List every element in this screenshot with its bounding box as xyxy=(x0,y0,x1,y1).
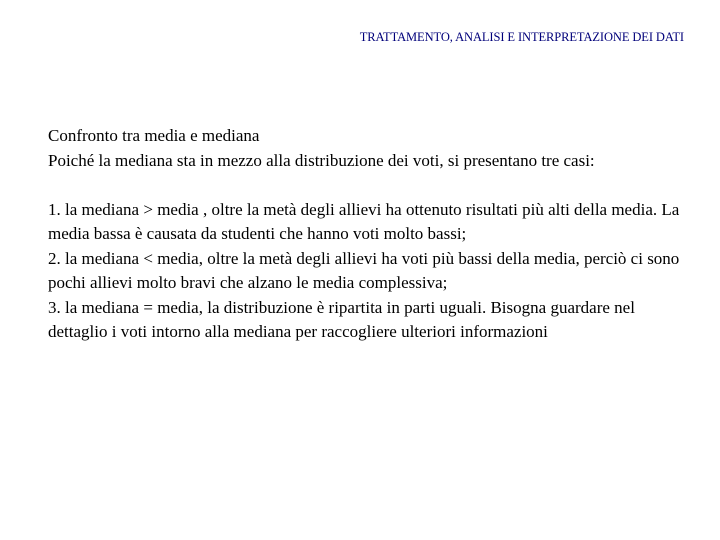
spacer xyxy=(48,173,688,198)
intro-paragraph: Poiché la mediana sta in mezzo alla distribuzione dei voti, si presentano tre casi: xyxy=(48,150,595,170)
slide-content xyxy=(48,124,688,345)
case-item-2: 2. la mediana < media, oltre la metà degli allievi ha voti più bassi della media, perciò ci sono pochi allievi molto bravi che alzano le media complessiva; xyxy=(48,248,680,292)
section-heading: Confronto tra media e mediana xyxy=(48,126,260,145)
case-item-1: 1. la mediana > media , oltre la metà degli allievi ha ottenuto risultati più alti della media. La media bassa è causata da studenti che hanno voti molto bassi; xyxy=(48,199,680,243)
case-item-3: 3. la mediana = media, la distribuzione è ripartita in parti uguali. Bisogna guardare nel dettaglio i voti intorno alla mediana per raccogliere ulteriori informazioni xyxy=(48,297,635,341)
slide-header-title: TRATTAMENTO, ANALISI E INTERPRETAZIONE DEI DATI xyxy=(359,30,684,44)
